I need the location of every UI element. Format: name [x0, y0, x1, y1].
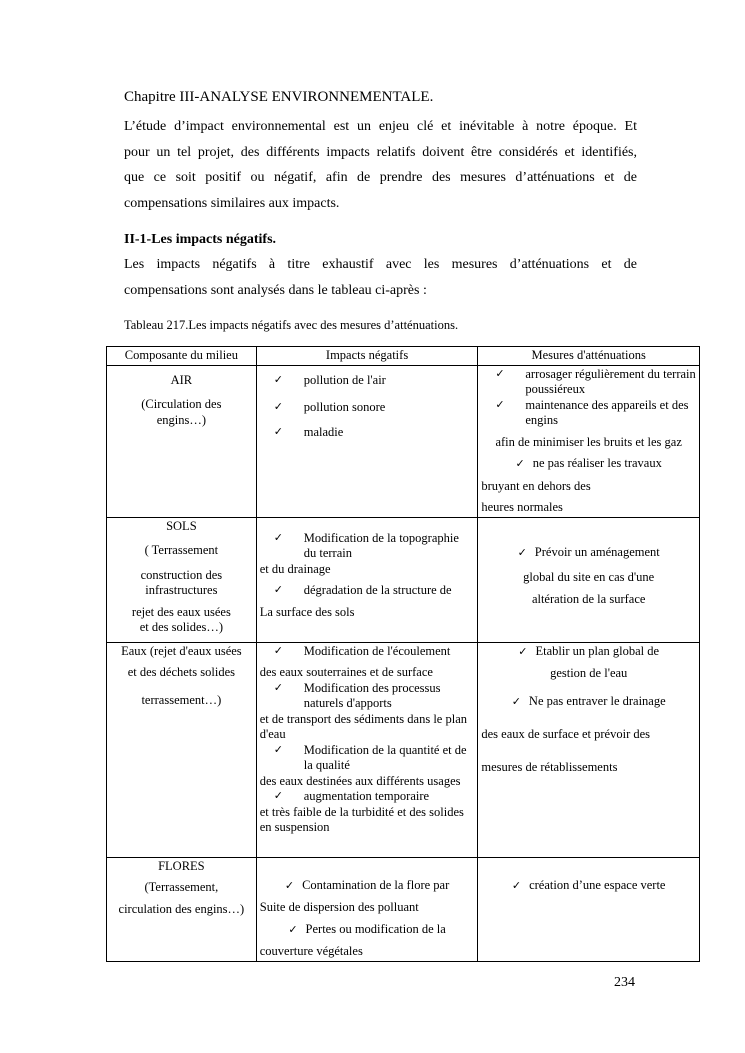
- milieu-line: terrassement…): [141, 692, 222, 707]
- impact-item: ✓ pollution sonore: [260, 400, 475, 416]
- table-caption: Tableau 217.Les impacts négatifs avec des mesures d’atténuations.: [124, 318, 459, 332]
- impact-line: et de transport des sédiments dans le plan d'eau: [259, 711, 467, 741]
- milieu-line: ( Terrassement: [144, 543, 219, 557]
- impact-line: des eaux destinées aux différents usages: [259, 773, 461, 788]
- impact-line: couverture végétales: [259, 944, 363, 958]
- header-mesures: Mesures d'atténuations: [478, 347, 700, 366]
- milieu-line: et des déchets solides: [127, 665, 235, 679]
- mesures-cell: [478, 365, 700, 517]
- header-milieu: Composante du milieu: [107, 347, 257, 366]
- header-impacts: Impacts négatifs: [256, 347, 478, 366]
- milieu-line: FLORES: [158, 858, 205, 873]
- impact-item: ✓ Modification des processus naturels d'apports: [260, 681, 475, 712]
- milieu-line: (Terrassement,: [144, 880, 219, 894]
- impact-item: ✓ pollution de l'air: [260, 373, 475, 389]
- intro-line: que ce soit positif ou négatif, afin de prendre des mesures d’atténuations et de: [124, 170, 637, 185]
- section-paragraph: [124, 252, 637, 303]
- table-row: [107, 517, 700, 642]
- milieu-cell: [107, 642, 257, 857]
- mesure-line: bruyant en dehors des: [481, 478, 591, 493]
- section-line: compensations sont analysés dans le tableau ci-après :: [124, 282, 427, 298]
- mesure-item: ✓ ne pas réaliser les travaux: [481, 456, 696, 473]
- mesure-item: ✓ Etablir un plan global de: [481, 644, 696, 661]
- impact-item: ✓ Pertes ou modification de la: [260, 922, 475, 939]
- mesure-item: ✓ arrosager régulièrement du terrain poussiéreux: [481, 367, 696, 398]
- mesure-line: des eaux de surface et prévoir des: [481, 727, 651, 741]
- impact-item: ✓ augmentation temporaire: [260, 789, 475, 805]
- milieu-line: (Circulation des: [141, 397, 222, 411]
- mesure-line: mesures de rétablissements: [481, 759, 618, 774]
- table-row: [107, 365, 700, 517]
- impact-item: ✓ Modification de la topographie du terrain: [260, 531, 475, 562]
- mesure-item: ✓ Prévoir un aménagement: [481, 545, 696, 562]
- impacts-cell: [256, 517, 478, 642]
- milieu-line: circulation des engins…): [118, 901, 245, 916]
- impact-line: La surface des sols: [259, 604, 355, 619]
- table-header-row: [107, 347, 700, 366]
- chapter-title: Chapitre III-ANALYSE ENVIRONNEMENTALE.: [124, 89, 434, 105]
- impact-item: ✓ Modification de l'écoulement: [260, 644, 475, 660]
- intro-line: L’étude d’impact environnemental est un enjeu clé et inévitable à notre époque. Et: [124, 119, 637, 134]
- mesures-cell: [478, 857, 700, 961]
- impacts-cell: [256, 642, 478, 857]
- mesure-item: ✓ Ne pas entraver le drainage: [481, 694, 696, 711]
- table-row: [107, 642, 700, 857]
- milieu-line: AIR: [170, 372, 193, 387]
- impact-line: Suite de dispersion des polluant: [259, 900, 419, 914]
- impact-line: des eaux souterraines et de surface: [259, 665, 433, 679]
- mesure-item: ✓ maintenance des appareils et des engins: [481, 398, 696, 429]
- impact-line: et très faible de la turbidité et des solides en suspension: [259, 804, 464, 834]
- milieu-line: engins…): [156, 412, 207, 427]
- impact-item: ✓ dégradation de la structure de: [260, 583, 475, 599]
- mesure-line: afin de minimiser les bruits et les gaz: [495, 434, 682, 449]
- intro-paragraph: [124, 114, 637, 216]
- milieu-cell: [107, 517, 257, 642]
- milieu-line: infrastructures: [145, 583, 218, 597]
- page-number: 234: [614, 975, 635, 990]
- mesure-item: ✓ création d’une espace verte: [481, 878, 696, 895]
- mesures-cell: [478, 517, 700, 642]
- table-row: [107, 857, 700, 961]
- impacts-cell: [256, 857, 478, 961]
- impact-line: et du drainage: [259, 561, 331, 576]
- impact-item: ✓ Contamination de la flore par: [260, 878, 475, 895]
- milieu-line: SOLS: [166, 518, 197, 533]
- milieu-cell: [107, 365, 257, 517]
- intro-line: compensations similaires aux impacts.: [124, 195, 340, 211]
- milieu-line: et des solides…): [139, 620, 224, 634]
- milieu-line: rejet des eaux usées: [131, 604, 231, 619]
- mesure-line: altération de la surface: [531, 591, 646, 606]
- impacts-table: [106, 346, 700, 962]
- intro-line: pour un tel projet, des différents impacts relatifs doivent être considérés et identifiés,: [124, 144, 637, 160]
- milieu-cell: [107, 857, 257, 961]
- mesure-line: gestion de l'eau: [550, 666, 628, 680]
- milieu-line: construction des: [140, 567, 223, 582]
- mesure-line: global du site en cas d'une: [523, 570, 655, 584]
- mesures-cell: [478, 642, 700, 857]
- section-title: II-1-Les impacts négatifs.: [124, 232, 277, 247]
- impact-item: ✓ maladie: [260, 425, 475, 441]
- milieu-line: Eaux (rejet d'eaux usées: [121, 643, 242, 658]
- mesure-line: heures normales: [481, 500, 563, 514]
- impacts-cell: [256, 365, 478, 517]
- impact-item: ✓ Modification de la quantité et de la qualité: [260, 743, 475, 774]
- section-line: Les impacts négatifs à titre exhaustif avec les mesures d’atténuations et de: [124, 257, 637, 272]
